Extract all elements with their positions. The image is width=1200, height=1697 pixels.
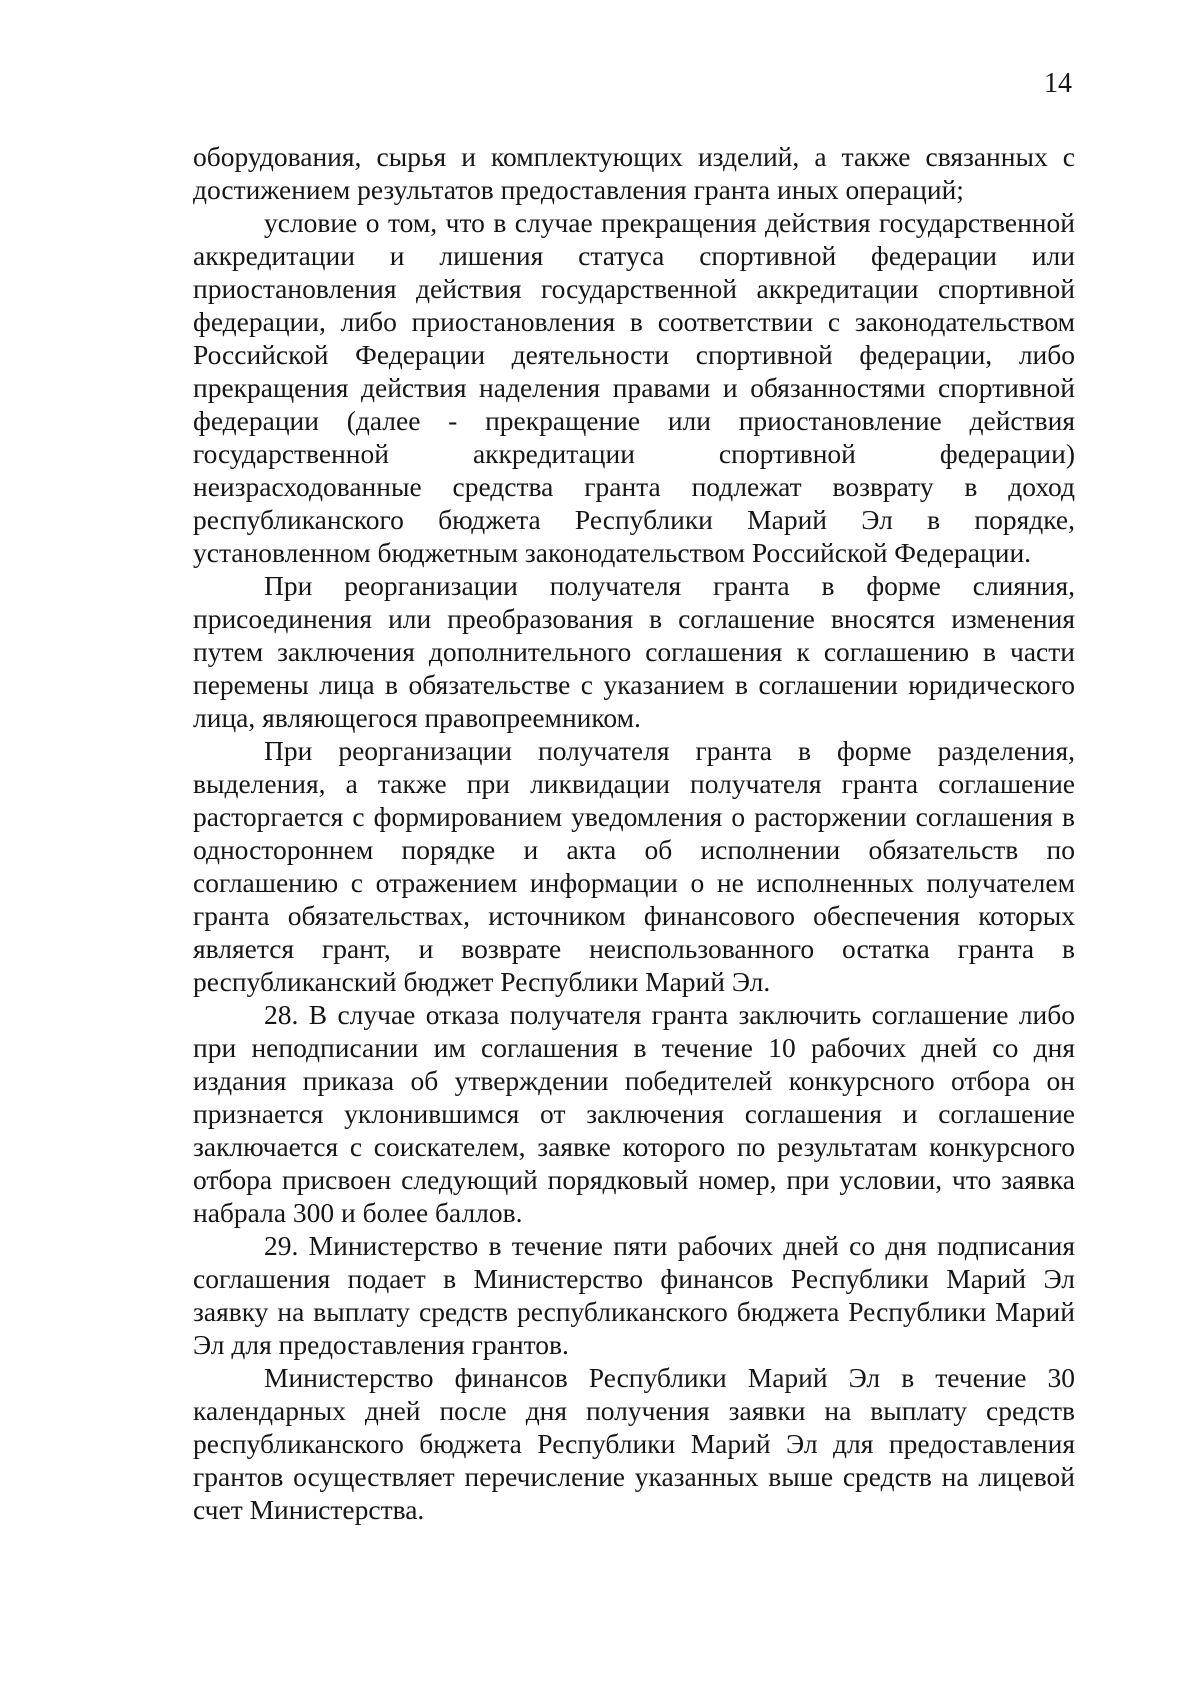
page-number: 14 (1044, 68, 1072, 99)
paragraph-continuation: оборудования, сырья и комплектующих изделий, а также связанных с достижением результатов предоставления гранта иных операций; (193, 141, 1075, 205)
paragraph-grant-return-condition: условие о том, что в случае прекращения действия государственной аккредитации и лишения статуса спортивной федерации или приостановления действия государственной аккредитации спортивной федерации, либо приостановления в соответствии с законодательством Российской Федерации деятельности спортивной федерации, либо прекращения действия наделения правами и обязанностями спортивной федерации (далее - прекращение или приостановление действия государственной аккредитации спортивной федерации) неизрасходованные средства гранта подлежат возврату в доход республиканского бюджета Республики Марий Эл в порядке, установленном бюджетным законодательством Российской Федерации. (193, 207, 1075, 568)
paragraph-item-29: 29. Министерство в течение пяти рабочих дней со дня подписания соглашения подает в Министерство финансов Республики Марий Эл заявку на выплату средств республиканского бюджета Республики Марий Эл для предоставления грантов. (193, 1230, 1075, 1360)
paragraph-finance-ministry-transfer: Министерство финансов Республики Марий Эл в течение 30 календарных дней после дня получения заявки на выплату средств республиканского бюджета Республики Марий Эл для предоставления грантов осуществляет перечисление указанных выше средств на лицевой счет Министерства. (193, 1362, 1075, 1525)
paragraph-item-28: 28. В случае отказа получателя гранта заключить соглашение либо при неподписании им соглашения в течение 10 рабочих дней со дня издания приказа об утверждении победителей конкурсного отбора он признается уклонившимся от заключения соглашения и соглашение заключается с соискателем, заявке которого по результатам конкурсного отбора присвоен следующий порядковый номер, при условии, что заявка набрала 300 и более баллов. (193, 999, 1075, 1228)
paragraph-reorganization-division: При реорганизации получателя гранта в форме разделения, выделения, а также при ликвидации получателя гранта соглашение расторгается с формированием уведомления о расторжении соглашения в одностороннем порядке и акта об исполнении обязательств по соглашению с отражением информации о не исполненных получателем гранта обязательствах, источником финансового обеспечения которых является грант, и возврате неиспользованного остатка гранта в республиканский бюджет Республики Марий Эл. (193, 735, 1075, 997)
paragraph-reorganization-merger: При реорганизации получателя гранта в форме слияния, присоединения или преобразования в соглашение вносятся изменения путем заключения дополнительного соглашения к соглашению в части перемены лица в обязательстве с указанием в соглашении юридического лица, являющегося правопреемником. (193, 570, 1075, 733)
document-body (193, 140, 1075, 1526)
